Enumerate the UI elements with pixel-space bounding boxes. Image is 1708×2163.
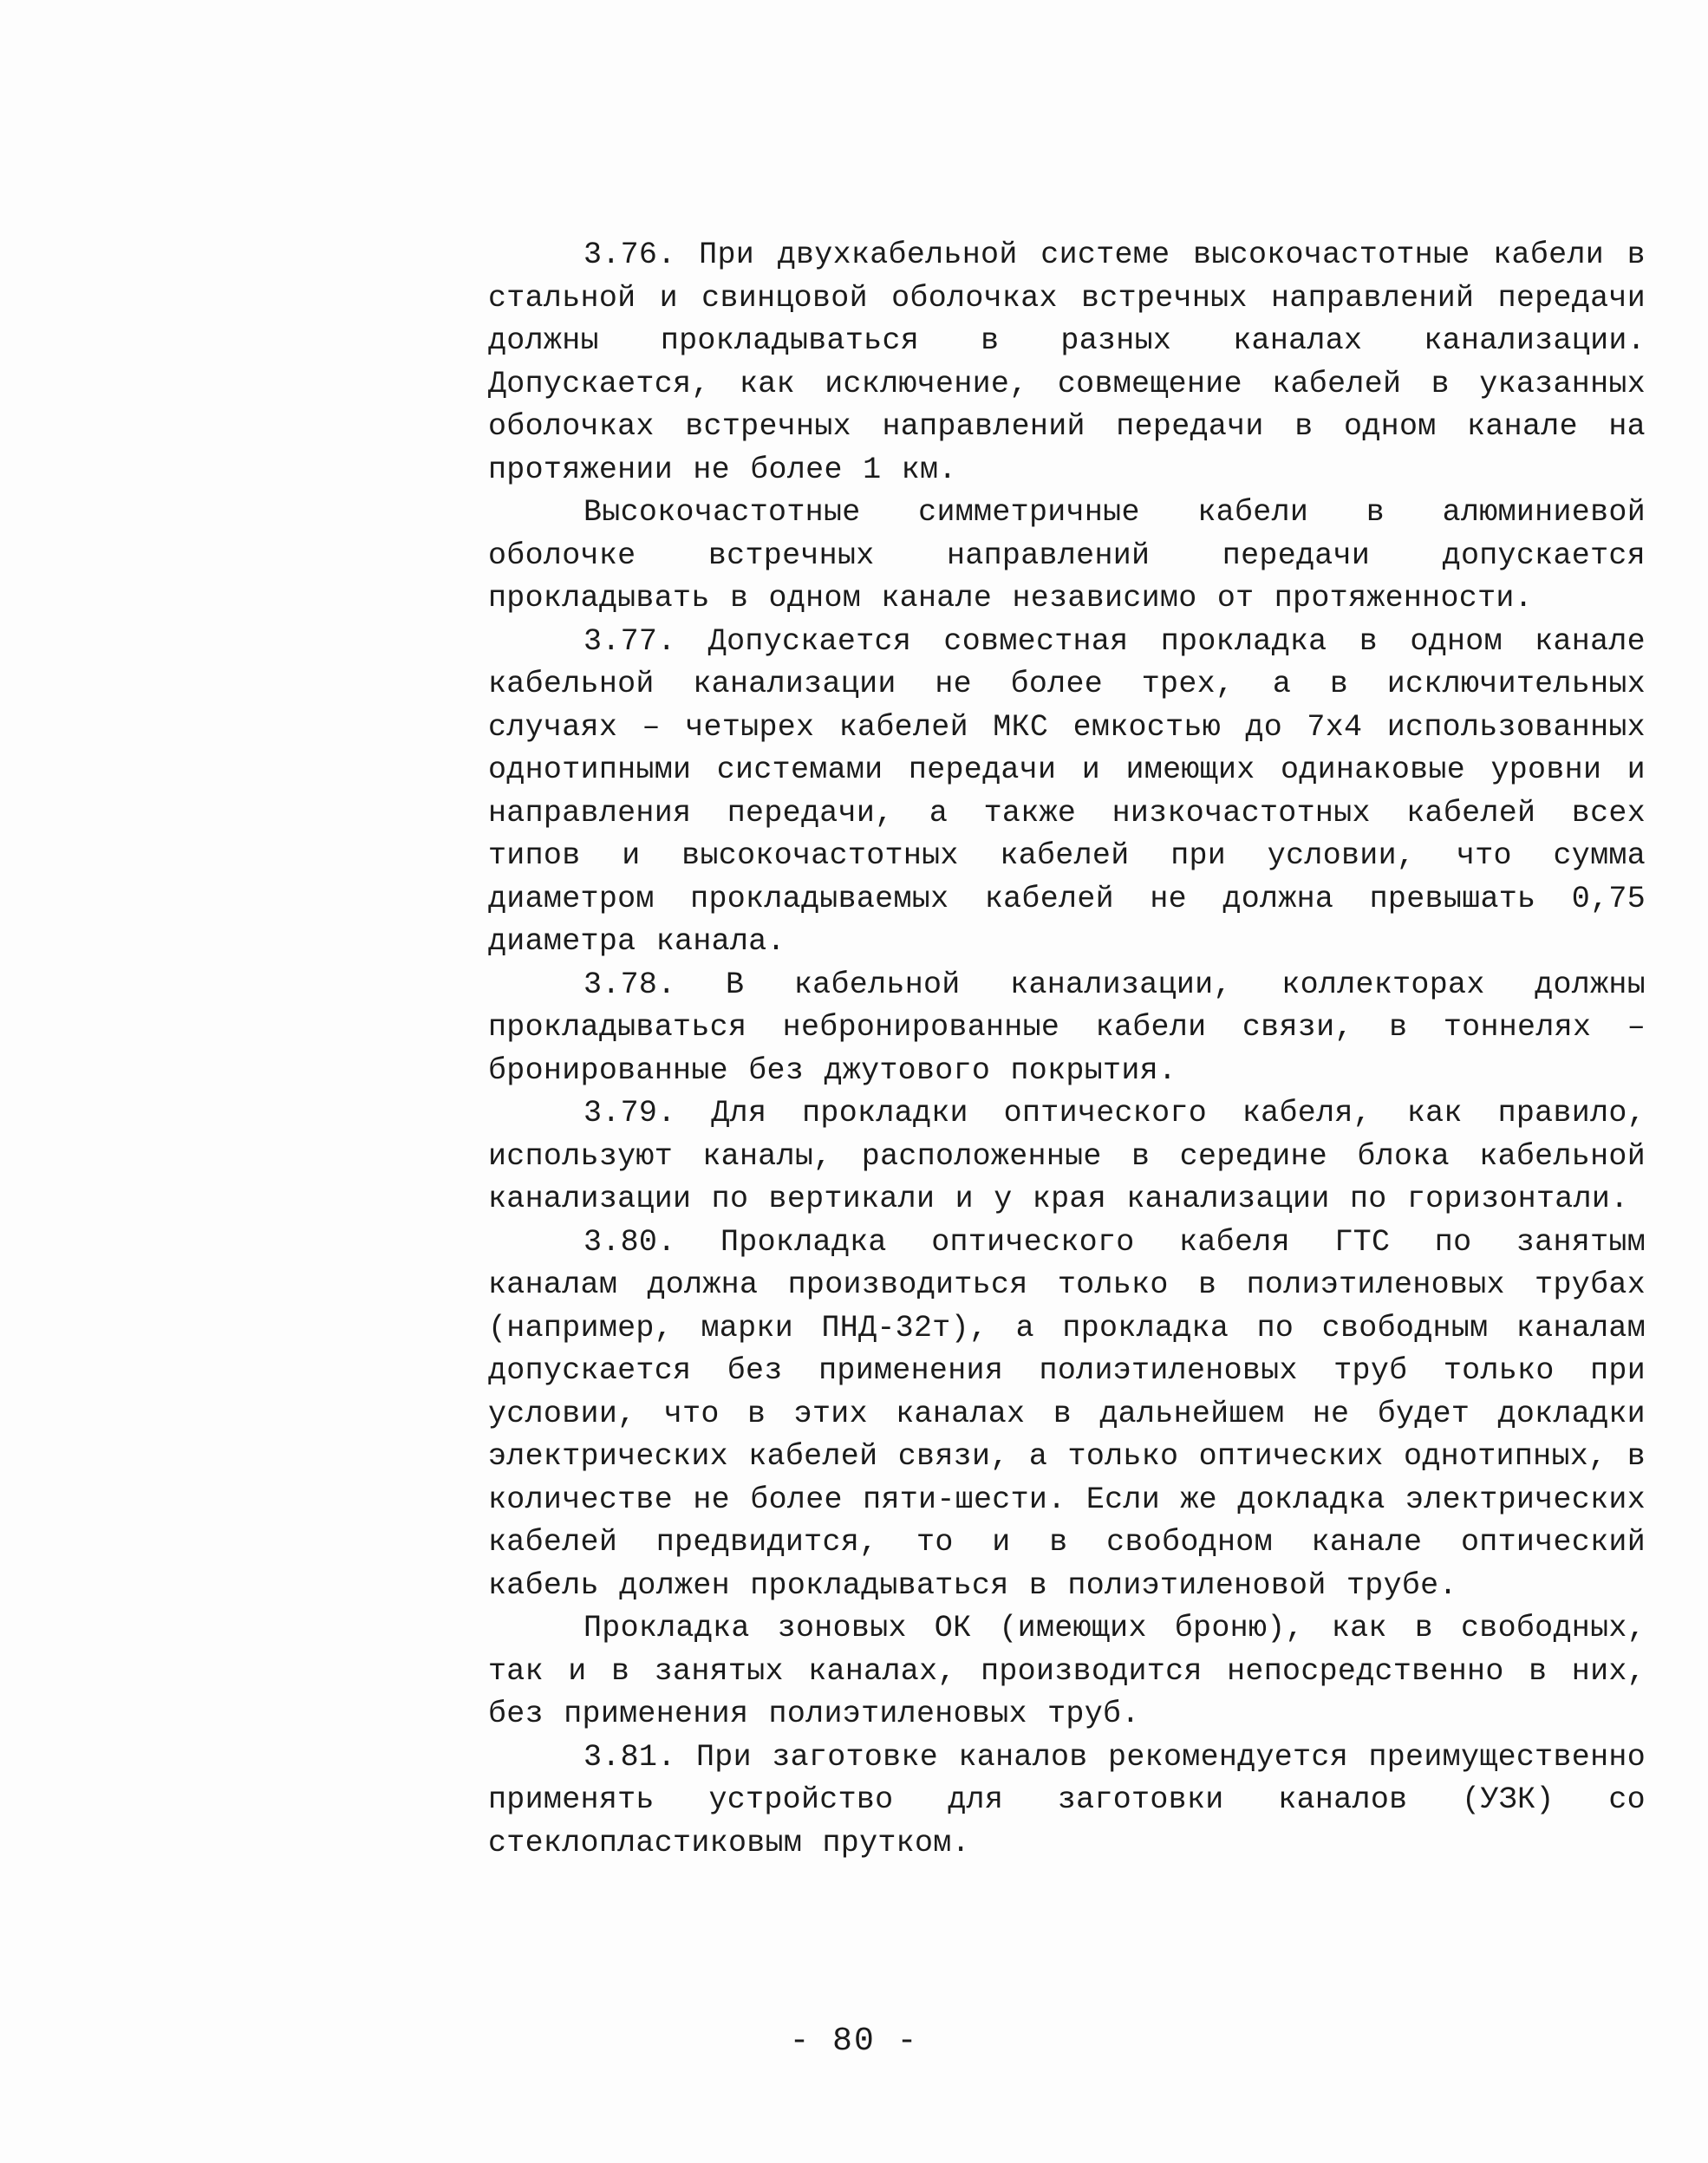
- paragraph-zonal-ok: Прокладка зоновых ОК (имеющих броню), как в свободных, так и в занятых каналах, производится непосредственно в них, без применения полиэтиленовых труб.: [488, 1611, 1646, 1731]
- paragraph-3-76: 3.76. При двухкабельной системе высокочастотные кабели в стальной и свинцовой оболочках встречных направлений передачи должны прокладываться в разных каналах канализации. Допускается, как исключение, совмещение кабелей в указанных оболочках встречных направлений передачи в одном канале на протяжении не более 1 км.: [488, 238, 1646, 487]
- paragraph-3-81: 3.81. При заготовке каналов рекомендуется преимущественно применять устройство для заготовки каналов (УЗК) со стеклопластиковым прутком.: [488, 1739, 1646, 1860]
- document-body: [488, 234, 1646, 1865]
- paragraph-3-80: 3.80. Прокладка оптического кабеля ГТС по занятым каналам должна производиться только в полиэтиленовых трубах (например, марки ПНД-32т), а прокладка по свободным каналам допускается без применения полиэтиленовых труб только при условии, что в этих каналах в дальнейшем не будет докладки электрических кабелей связи, а только оптических однотипных, в количестве не более пяти-шести. Если же докладка электрических кабелей предвидится, то и в свободном канале оптический кабель должен прокладываться в полиэтиленовой трубе.: [488, 1224, 1646, 1603]
- paragraph-3-79: 3.79. Для прокладки оптического кабеля, как правило, используют каналы, расположенные в середине блока кабельной канализации по вертикали и у края канализации по горизонтали.: [488, 1096, 1646, 1216]
- paragraph-aluminum-sheath: Высокочастотные симметричные кабели в алюминиевой оболочке встречных направлений передачи допускается прокладывать в одном канале независимо от протяженности.: [488, 495, 1646, 616]
- page-number: - 80 -: [789, 2023, 919, 2060]
- paragraph-3-78: 3.78. В кабельной канализации, коллекторах должны прокладываться небронированные кабели связи, в тоннелях – бронированные без джутового покрытия.: [488, 967, 1646, 1088]
- paragraph-3-77: 3.77. Допускается совместная прокладка в одном канале кабельной канализации не более трех, а в исключительных случаях – четырех кабелей МКС емкостью до 7х4 использованных однотипными системами передачи и имеющих одинаковые уровни и направления передачи, а также низкочастотных кабелей всех типов и высокочастотных кабелей при условии, что сумма диаметром прокладываемых кабелей не должна превышать 0,75 диаметра канала.: [488, 623, 1646, 959]
